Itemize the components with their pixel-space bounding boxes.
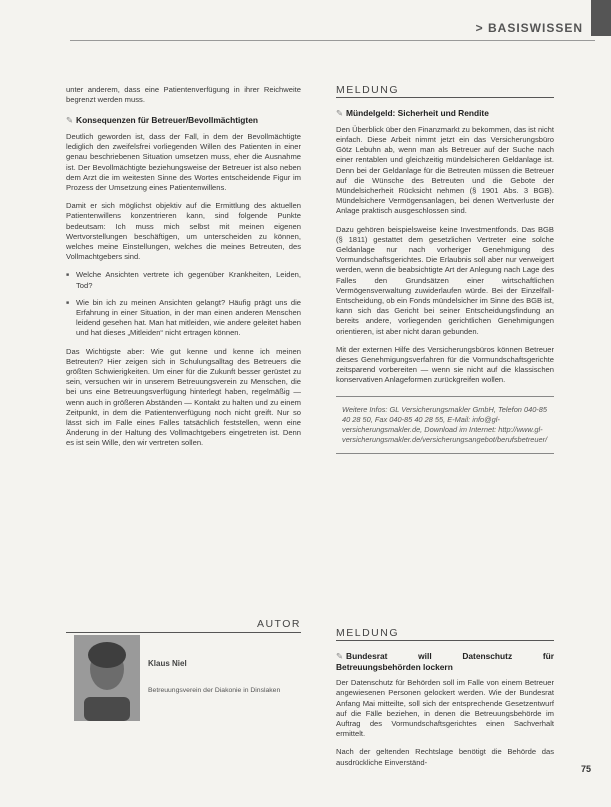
right-paragraph-1: Den Überblick über den Finanzmarkt zu bekommen, das ist nicht einfach. Diese Arbeit nimmt jetzt ein das Versicherungsbüro Götz Lebuhn ab, wenn man als Betreuer auf der Suche nach einer rentablen und gleichzeitig mündelsicheren Geldanlage ist. Denn bei der Geldanlage für die Betreuten müssen die Betreuer auf die Wünsche des Betreuten und die Gebote der Mündelsicherheit Rücksicht nehmen (§ 1901 Abs. 3 BGB). Mündelsichere Vermögensanlagen, bei denen Wertverluste der Anlage praktisch ausgeschlossen sind. (336, 124, 554, 216)
right-paragraph-5: Nach der geltenden Rechtslage benötigt die Behörde das ausdrückliche Einverständ- (336, 747, 554, 767)
author-description: Betreuungsverein der Diakonie in Dinslaken (148, 687, 281, 694)
author-section-label: AUTOR (66, 618, 301, 633)
left-paragraph-1: Deutlich geworden ist, dass der Fall, in dem der Bevollmächtigte lediglich den zweifelsfrei vorliegenden Willen des Patienten in einer genau beschriebenen Situation umsetzen muss, eher die Ausnahme ist. Der Bevollmächtigte beziehungsweise der Betreuer ist also neben dem Arzt die im weitesten Sinne des Wortes entscheidende Figur im Prozess der Umsetzung eines Patientenwillens. (66, 131, 301, 192)
heading-marker-icon: ✎ (66, 115, 74, 126)
right-paragraph-3: Mit der externen Hilfe des Versicherungsbüros können Betreuer dieses Genehmigungsverfahren für die Vormundschaftsgerichte zeitsparend vorbereiten — wenn sie nicht auf die klassischen konservativen Anlageformen zurückgreifen wollen. (336, 344, 554, 385)
left-column (66, 85, 301, 457)
right-paragraph-2: Dazu gehören beispielsweise keine Investmentfonds. Das BGB (§ 1811) gestattet dem gesetzlichen Vertreter eine solche Geldanlage nur nach vorheriger Genehmigung des Vormundschaftsgerichtes. Die Erlaubnis soll aber nur verweigert werden, wenn die beabsichtigte Art der Anlegung nach Lage des Falles den Grundsätzen einer wirtschaftlichen Vermögensverwaltung zuwiderlaufen würde. Bei der Einzelfall-Entscheidung, ob ein Fonds mündelsicher im Sinne des BGB ist, kann sich das Gericht bei seiner Entscheidungsfindung an bereits andere, vorliegenden gerichtlichen Genehmigungen orientieren, ist aber nicht daran gebunden. (336, 224, 554, 336)
right-heading-text: Mündelgeld: Sicherheit und Rendite (346, 108, 489, 119)
section-header: > BASISWISSEN (475, 21, 583, 35)
left-paragraph-2: Damit er sich möglichst objektiv auf die Ermittlung des aktuellen Patientenwillens konzentrieren kann, sind folgende Punkte bedeutsam: Ich muss mich selbst mit meinen eigenen Wertvorstellungen beschäftigen, um unterscheiden zu können, welches meine Einstellungen, welches die meines Betreuten, des Vollmachtgebers sind. (66, 201, 301, 262)
intro-paragraph: unter anderem, dass eine Patientenverfügung in ihrer Reichweite begrenzt werden muss. (66, 85, 301, 105)
left-paragraph-3: Das Wichtigste aber: Wie gut kenne und kenne ich meinen Betreuten? Hier zeigen sich in Schulungsalltag des Betreuers die größten Schwierigkeiten. Um einer für die Zukunft besser gerüstet zu sein, versuchen wir in unserem Betreuungsverein zu Menschen, die bei uns eine Betreuungsverfügung hinterlegt haben, regelmäßig — wenn auch in größeren Abständen — Kontakt zu halten und zu einem Zeitpunkt, in dem die Patientenverfügung noch nicht greift. Nur so lässt sich im Falle eines Falles tatsächlich feststellen, wenn eine Änderung in der Haltung des Vollmachtgebers eingetreten ist. Denn es ist sein Wille, den wir vertreten sollen. (66, 346, 301, 448)
news-section-label: MELDUNG (336, 85, 554, 98)
page-tab-marker (591, 0, 611, 36)
right-paragraph-4: Der Datenschutz für Behörden soll im Falle von einem Betreuer angewiesenen Personen gelockert werden. Wie der Bundesrat Anfang Mai mitteilte, soll sich der entsprechende Gesetzentwurf auf die Fälle beziehen, in denen die Betreuungsbehörde im Auftrag des Vormundschaftsgerichtes einen Sachverhalt ermittelt. (336, 678, 554, 739)
page-number: 75 (580, 764, 591, 774)
author-portrait-image (74, 635, 140, 721)
right-heading (336, 108, 554, 119)
left-bullet-1: ■ Welche Ansichten vertrete ich gegenüber Krankheiten, Leiden, Tod? (76, 270, 301, 290)
heading-marker-icon: ✎ (336, 651, 344, 662)
left-bullet-2: ■ Wie bin ich zu meinen Ansichten gelangt? Häufig prägt uns die Erfahrung in einer Situation, in der man einen anderen Menschen leidend gesehen hat. Man hat mitleiden, wie andere geleitet haben und hat dieses „Mitleiden“ nicht ertragen können. (76, 298, 301, 339)
info-box: Weitere Infos: GL Versicherungsmakler GmbH, Telefon 040-85 40 28 50, Fax 040-85 40 28 55, E-Mail: info@gl-versicherungsmakler.de, Download im Internet: http://www.gl-versicherungsmakler.de/versicherungsangebot/berufsbetreuer/ (336, 396, 554, 454)
left-heading-text: Konsequenzen für Betreuer/Bevollmächtigten (76, 115, 258, 126)
left-bullet-list (66, 270, 301, 338)
right-column (336, 85, 554, 476)
news-section-label-2: MELDUNG (336, 628, 554, 641)
heading-marker-icon: ✎ (336, 108, 344, 119)
left-heading (66, 115, 301, 126)
second-news-block (336, 628, 554, 776)
right-heading-2-text: Bundesrat will Datenschutz für Betreuungsbehörden lockern (336, 651, 554, 672)
author-photo (74, 635, 140, 721)
author-name: Klaus Niel (148, 659, 187, 668)
right-heading-2 (336, 651, 554, 672)
